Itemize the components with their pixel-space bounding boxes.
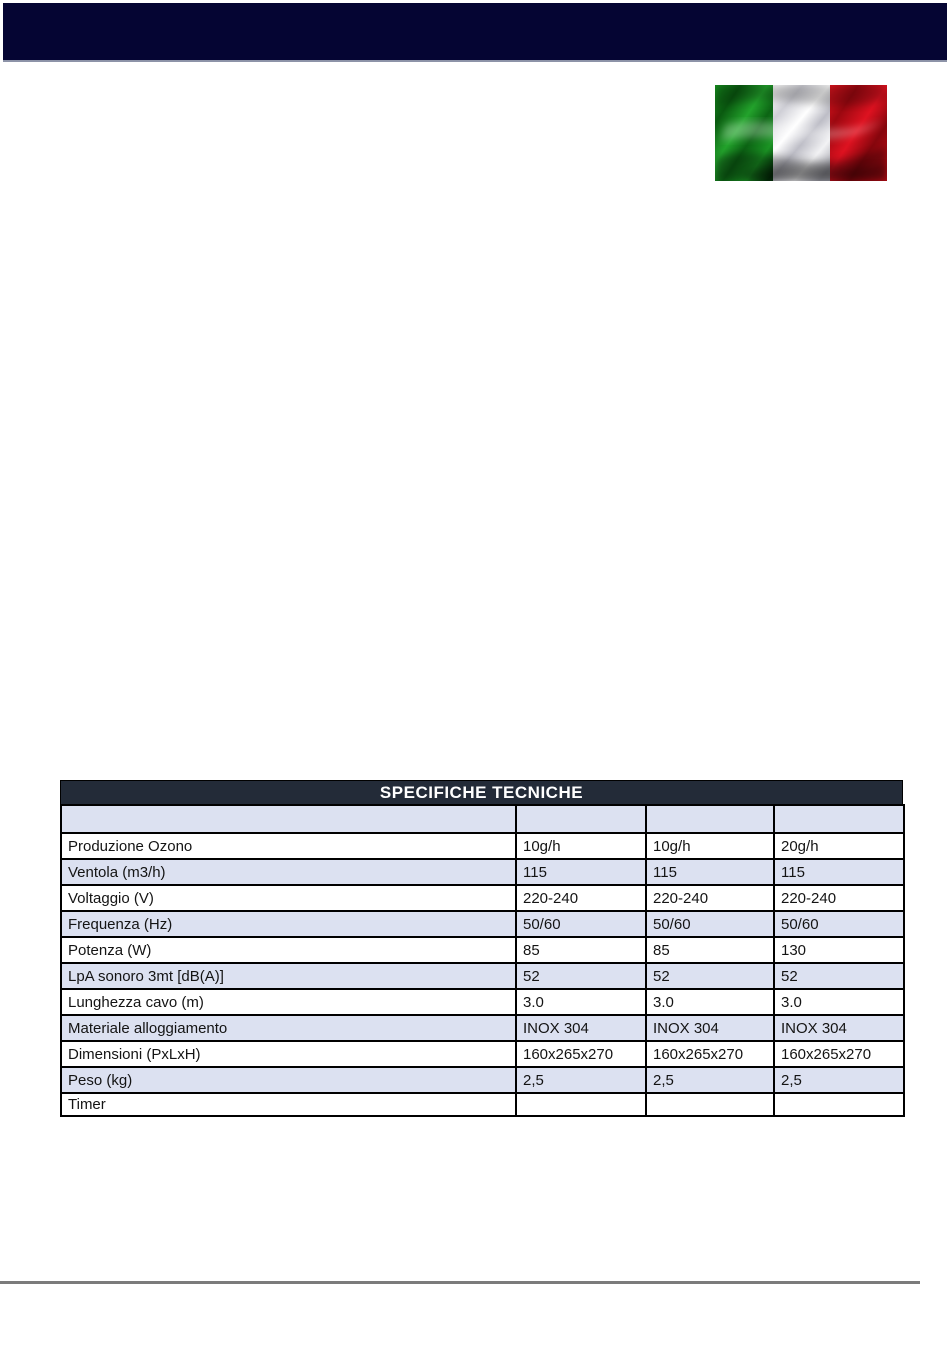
spec-value: 50/60	[646, 911, 774, 937]
header-bar	[3, 3, 947, 62]
spec-value: 3.0	[774, 989, 904, 1015]
spec-value: 220-240	[646, 885, 774, 911]
spec-label: Produzione Ozono	[61, 833, 516, 859]
spec-label: Voltaggio (V)	[61, 885, 516, 911]
header-cell	[646, 805, 774, 833]
spec-value: 2,5	[774, 1067, 904, 1093]
spec-value: 52	[516, 963, 646, 989]
spec-value: 50/60	[774, 911, 904, 937]
spec-value: 20g/h	[774, 833, 904, 859]
spec-value: 10g/h	[516, 833, 646, 859]
table-row	[61, 859, 904, 885]
italian-flag-svg	[715, 85, 887, 181]
spec-value: 160x265x270	[774, 1041, 904, 1067]
spec-value	[646, 1093, 774, 1116]
table-row	[61, 1041, 904, 1067]
spec-value: 160x265x270	[516, 1041, 646, 1067]
spec-value: 50/60	[516, 911, 646, 937]
spec-value: 115	[516, 859, 646, 885]
footer-divider-line	[0, 1281, 920, 1284]
header-cell	[774, 805, 904, 833]
specifications-section	[60, 780, 903, 1117]
spec-value: 85	[646, 937, 774, 963]
spec-label: Frequenza (Hz)	[61, 911, 516, 937]
spec-value: 160x265x270	[646, 1041, 774, 1067]
spec-value: 220-240	[774, 885, 904, 911]
spec-value: 115	[646, 859, 774, 885]
spec-value: INOX 304	[774, 1015, 904, 1041]
spec-label: LpA sonoro 3mt [dB(A)]	[61, 963, 516, 989]
spec-value: 130	[774, 937, 904, 963]
table-row	[61, 911, 904, 937]
spec-value	[774, 1093, 904, 1116]
spec-label: Ventola (m3/h)	[61, 859, 516, 885]
italian-flag-image	[715, 85, 887, 181]
spec-label: Materiale alloggiamento	[61, 1015, 516, 1041]
spec-label: Potenza (W)	[61, 937, 516, 963]
spec-value: 220-240	[516, 885, 646, 911]
spec-value: 2,5	[646, 1067, 774, 1093]
spec-value: 3.0	[516, 989, 646, 1015]
table-row	[61, 1093, 904, 1116]
table-row	[61, 963, 904, 989]
spec-value: 52	[646, 963, 774, 989]
spec-value: 3.0	[646, 989, 774, 1015]
specs-table-title: SPECIFICHE TECNICHE	[60, 780, 903, 805]
table-row	[61, 937, 904, 963]
table-row	[61, 1067, 904, 1093]
spec-value: 85	[516, 937, 646, 963]
spec-label: Dimensioni (PxLxH)	[61, 1041, 516, 1067]
spec-label: Timer	[61, 1093, 516, 1116]
table-row	[61, 833, 904, 859]
table-row	[61, 989, 904, 1015]
spec-value: 52	[774, 963, 904, 989]
header-cell	[61, 805, 516, 833]
table-row	[61, 885, 904, 911]
specs-table	[60, 804, 905, 1117]
spec-value: 2,5	[516, 1067, 646, 1093]
spec-value: 115	[774, 859, 904, 885]
spec-value: INOX 304	[516, 1015, 646, 1041]
spec-value: 10g/h	[646, 833, 774, 859]
header-cell	[516, 805, 646, 833]
spec-label: Peso (kg)	[61, 1067, 516, 1093]
table-row	[61, 1015, 904, 1041]
table-header-row	[61, 805, 904, 833]
spec-value	[516, 1093, 646, 1116]
spec-value: INOX 304	[646, 1015, 774, 1041]
spec-label: Lunghezza cavo (m)	[61, 989, 516, 1015]
